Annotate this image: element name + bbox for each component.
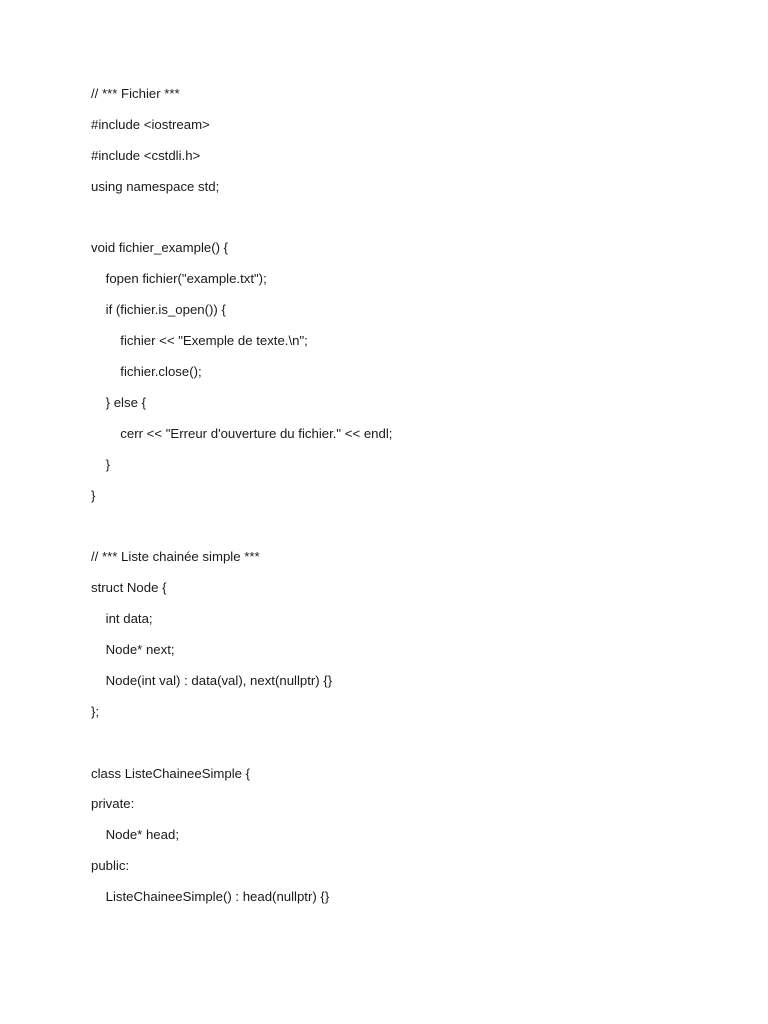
code-line: }: [91, 487, 96, 503]
code-line: void fichier_example() {: [91, 240, 229, 256]
code-line: struct Node {: [91, 580, 167, 596]
code-line: Node* next;: [91, 642, 175, 658]
code-listing: [91, 84, 731, 918]
code-line: };: [91, 703, 100, 719]
code-line: public:: [91, 858, 130, 874]
code-line: } else {: [91, 394, 146, 410]
code-line: fichier.close();: [91, 364, 202, 380]
code-line: using namespace std;: [91, 178, 220, 194]
code-line: ListeChaineeSimple() : head(nullptr) {}: [91, 889, 330, 905]
code-line: // *** Liste chainée simple ***: [91, 549, 260, 565]
blank-line: [91, 516, 731, 547]
code-line: if (fichier.is_open()) {: [91, 302, 226, 318]
code-line: int data;: [91, 611, 153, 627]
code-line: #include <iostream>: [91, 116, 210, 132]
code-line: #include <cstdli.h>: [91, 147, 201, 163]
code-line: }: [91, 456, 111, 472]
code-line: fopen fichier("example.txt");: [91, 271, 267, 287]
blank-line: [91, 208, 731, 239]
blank-line: [91, 733, 731, 764]
code-line: class ListeChaineeSimple {: [91, 765, 251, 781]
code-line: // *** Fichier ***: [91, 86, 180, 101]
code-line: private:: [91, 796, 135, 812]
code-line: Node(int val) : data(val), next(nullptr) {}: [91, 672, 333, 688]
code-line: Node* head;: [91, 827, 179, 843]
code-line: fichier << "Exemple de texte.\n";: [91, 333, 308, 349]
code-line: cerr << "Erreur d'ouverture du fichier." << endl;: [91, 425, 393, 441]
